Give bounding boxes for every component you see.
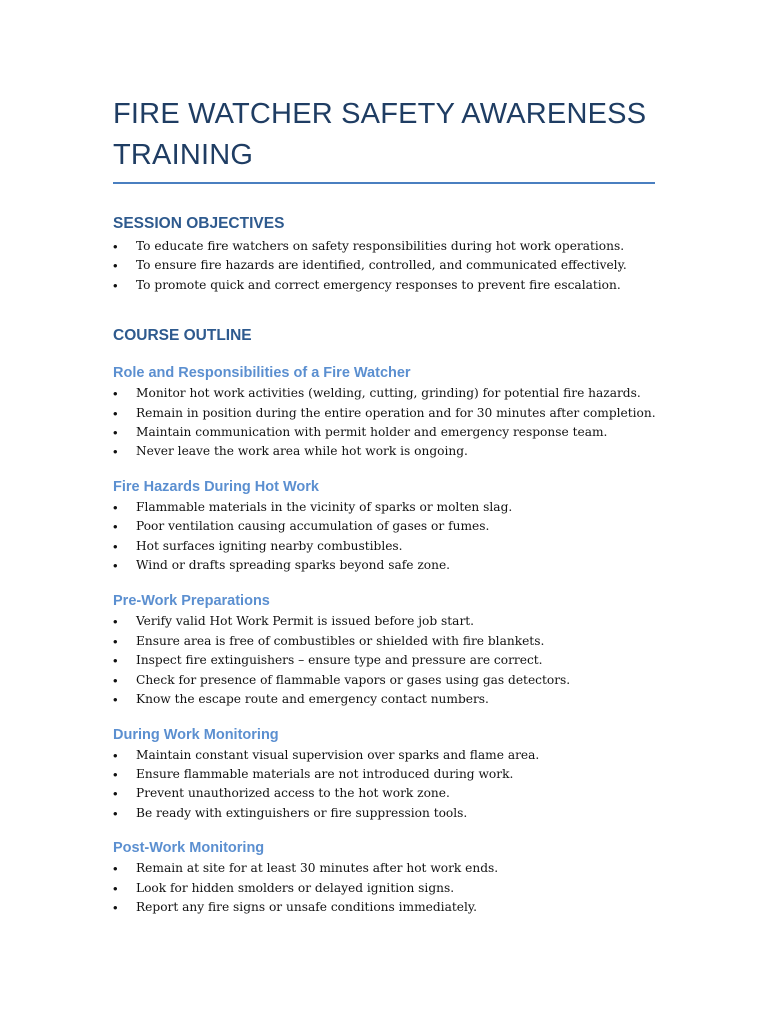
bullet-icon: • [113,425,118,441]
title-line-1: FIRE WATCHER SAFETY AWARENESS [113,98,647,130]
list-item: • Poor ventilation causing accumulation of gases or fumes. [113,517,658,536]
subsection-heading: Pre-Work Preparations [113,593,270,610]
document-page [113,94,658,917]
bullet-icon: • [113,861,118,877]
subsection-during-work-monitoring [113,725,658,824]
bullet-icon: • [113,747,118,763]
course-outline-section [113,326,658,917]
list-item: • Monitor hot work activities (welding, cutting, grinding) for potential fire hazards. [113,384,658,403]
bullet-icon: • [113,692,118,708]
bullet-icon: • [113,386,118,402]
list-item: • Inspect fire extinguishers – ensure type and pressure are correct. [113,651,658,670]
list-item: • To educate fire watchers on safety responsibilities during hot work operations. [113,237,658,256]
list-item: • Report any fire signs or unsafe conditions immediately. [113,898,658,917]
bullet-icon: • [113,258,118,274]
list-item: • Maintain communication with permit holder and emergency response team. [113,423,658,442]
list-item: • Wind or drafts spreading sparks beyond safe zone. [113,556,658,575]
bullet-icon: • [113,519,118,535]
list-item: • Be ready with extinguishers or fire suppression tools. [113,804,658,823]
title-divider [113,182,655,184]
list-item: • Look for hidden smolders or delayed ignition signs. [113,879,658,898]
subsection-list [113,612,658,709]
subsection-list [113,498,658,576]
bullet-icon: • [113,766,118,782]
list-item: • Maintain constant visual supervision over sparks and flame area. [113,746,658,765]
subsection-pre-work-preparations [113,591,658,709]
bullet-icon: • [113,538,118,554]
bullet-icon: • [113,672,118,688]
subsection-list [113,746,658,824]
list-item: • Hot surfaces igniting nearby combustibles. [113,537,658,556]
list-item: • Check for presence of flammable vapors or gases using gas detectors. [113,671,658,690]
title-line-2: TRAINING [113,139,254,171]
bullet-icon: • [113,899,118,915]
list-item: • Ensure area is free of combustibles or shielded with fire blankets. [113,632,658,651]
bullet-icon: • [113,499,118,515]
list-item: • Remain at site for at least 30 minutes after hot work ends. [113,859,658,878]
session-objectives-list [113,237,658,295]
subsection-heading: During Work Monitoring [113,726,279,743]
list-item: • Ensure flammable materials are not introduced during work. [113,765,658,784]
subsection-heading: Post-Work Monitoring [113,840,265,857]
list-item: • Remain in position during the entire operation and for 30 minutes after completion. [113,404,658,423]
list-item: • Never leave the work area while hot work is ongoing. [113,442,658,461]
course-outline-heading: COURSE OUTLINE [113,327,252,345]
list-item: • Prevent unauthorized access to the hot work zone. [113,784,658,803]
bullet-icon: • [113,277,118,293]
subsection-post-work-monitoring [113,838,658,917]
bullet-icon: • [113,653,118,669]
bullet-icon: • [113,880,118,896]
subsection-heading: Fire Hazards During Hot Work [113,478,319,495]
subsection-role-responsibilities [113,363,658,462]
list-item: • Verify valid Hot Work Permit is issued before job start. [113,612,658,631]
bullet-icon: • [113,239,118,254]
document-title [113,94,658,176]
bullet-icon: • [113,633,118,649]
bullet-icon: • [113,805,118,821]
subsection-fire-hazards [113,477,658,576]
bullet-icon: • [113,786,118,802]
session-objectives-heading: SESSION OBJECTIVES [113,215,285,232]
subsection-heading: Role and Responsibilities of a Fire Watcher [113,365,411,382]
list-item: • Flammable materials in the vicinity of sparks or molten slag. [113,498,658,517]
subsection-list [113,859,658,917]
bullet-icon: • [113,558,118,574]
list-item: • To promote quick and correct emergency responses to prevent fire escalation. [113,276,658,295]
session-objectives-section [113,214,658,295]
bullet-icon: • [113,614,118,630]
list-item: • Know the escape route and emergency contact numbers. [113,690,658,709]
bullet-icon: • [113,405,118,421]
bullet-icon: • [113,444,118,460]
list-item: • To ensure fire hazards are identified, controlled, and communicated effectively. [113,256,658,275]
subsection-list [113,384,658,462]
